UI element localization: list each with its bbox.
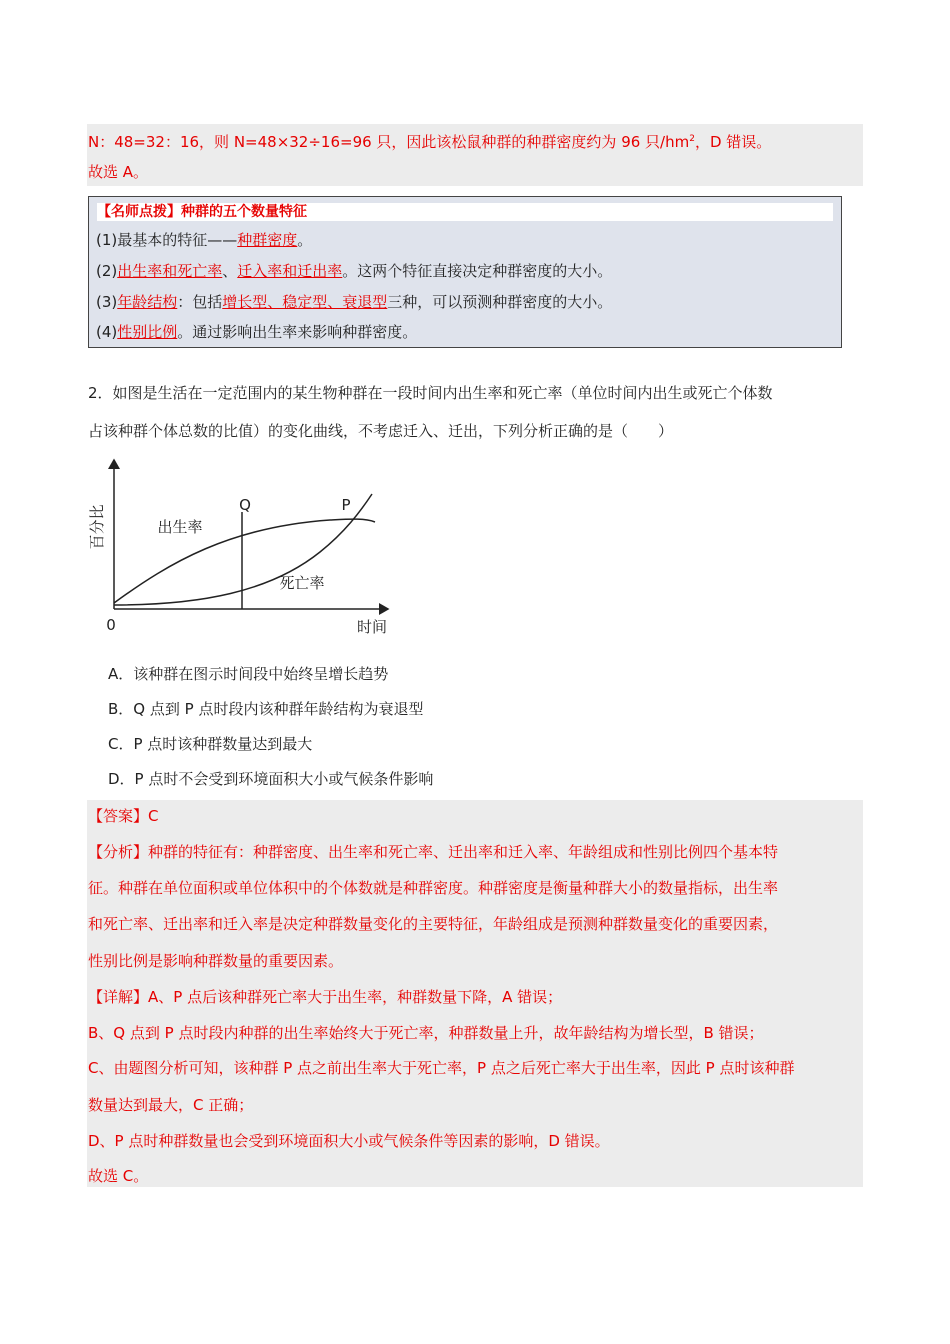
analysis-line-1: 【分析】种群的特征有：种群密度、出生率和死亡率、迁出率和迁入率、年龄组成和性别比例四个基本特 — [88, 843, 779, 861]
legend-death-rate: 死亡率 — [279, 574, 325, 592]
question-line-2: 占该种群个体总数的比值）的变化曲线，不考虑迁入、迁出，下列分析正确的是（ ） — [88, 422, 674, 440]
detail-line-3: C、由题图分析可知，该种群 P 点之前出生率大于死亡率，P 点之后死亡率大于出生率，因此 P 点时该种群 — [88, 1059, 795, 1077]
tip-line-1: (1)最基本的特征——种群密度。 — [96, 231, 313, 249]
legend-birth-rate: 出生率 — [157, 518, 203, 536]
answer-label: 【答案】C — [88, 807, 159, 825]
option-a: A．该种群在图示时间段中始终呈增长趋势 — [108, 665, 389, 683]
point-label-p: P — [341, 496, 351, 514]
detail-line-2: B、Q 点到 P 点时段内种群的出生率始终大于死亡率，种群数量上升，故年龄结构为增长型，B 错误； — [88, 1024, 764, 1042]
origin-label: 0 — [106, 616, 116, 634]
question-line-1: 2．如图是生活在一定范围内的某生物种群在一段时间内出生率和死亡率（单位时间内出生或死亡个体数 — [88, 384, 773, 402]
prev-answer-line: N：48=32：16，则 N=48×32÷16=96 只，因此该松鼠种群的种群密度约为 96 只$/hm^2$，D 错误。 — [88, 133, 772, 151]
detail-line-5: D、P 点时种群数量也会受到环境面积大小或气候条件等因素的影响，D 错误。 — [88, 1132, 610, 1150]
option-d: D．P 点时不会受到环境面积大小或气候条件影响 — [108, 770, 434, 788]
option-b: B．Q 点到 P 点时段内该种群年龄结构为衰退型 — [108, 700, 424, 718]
x-axis-label: 时间 — [356, 618, 388, 636]
tip-line-4: (4)性别比例。通过影响出生率来影响种群密度。 — [96, 323, 418, 341]
tip-line-2: (2)出生率和死亡率、迁入率和迁出率。这两个特征直接决定种群密度的大小。 — [96, 262, 613, 280]
tip-line-3: (3)年龄结构：包括增长型、稳定型、衰退型三种，可以预测种群密度的大小。 — [96, 293, 613, 311]
analysis-line-2: 征。种群在单位面积或单位体积中的个体数就是种群密度。种群密度是衡量种群大小的数量指标，出生率 — [88, 879, 779, 897]
detail-line-4: 数量达到最大，C 正确； — [88, 1096, 254, 1114]
point-label-q: Q — [239, 496, 251, 514]
prev-answer-conclusion: 故选 A。 — [88, 163, 149, 181]
detail-line-1: 【详解】A、P 点后该种群死亡率大于出生率，种群数量下降，A 错误； — [88, 988, 563, 1006]
detail-conclusion: 故选 C。 — [88, 1167, 149, 1185]
teacher-tip-box — [88, 196, 842, 348]
y-axis-label: 百分比 — [88, 504, 106, 550]
analysis-line-3: 和死亡率、迁出率和迁入率是决定种群数量变化的主要特征，年龄组成是预测种群数量变化的重要因素， — [88, 915, 779, 933]
option-c: C．P 点时该种群数量达到最大 — [108, 735, 313, 753]
analysis-line-4: 性别比例是影响种群数量的重要因素。 — [88, 952, 344, 970]
tip-heading: 【名师点拨】种群的五个数量特征 — [97, 203, 833, 221]
birth-death-rate-chart — [80, 452, 400, 642]
